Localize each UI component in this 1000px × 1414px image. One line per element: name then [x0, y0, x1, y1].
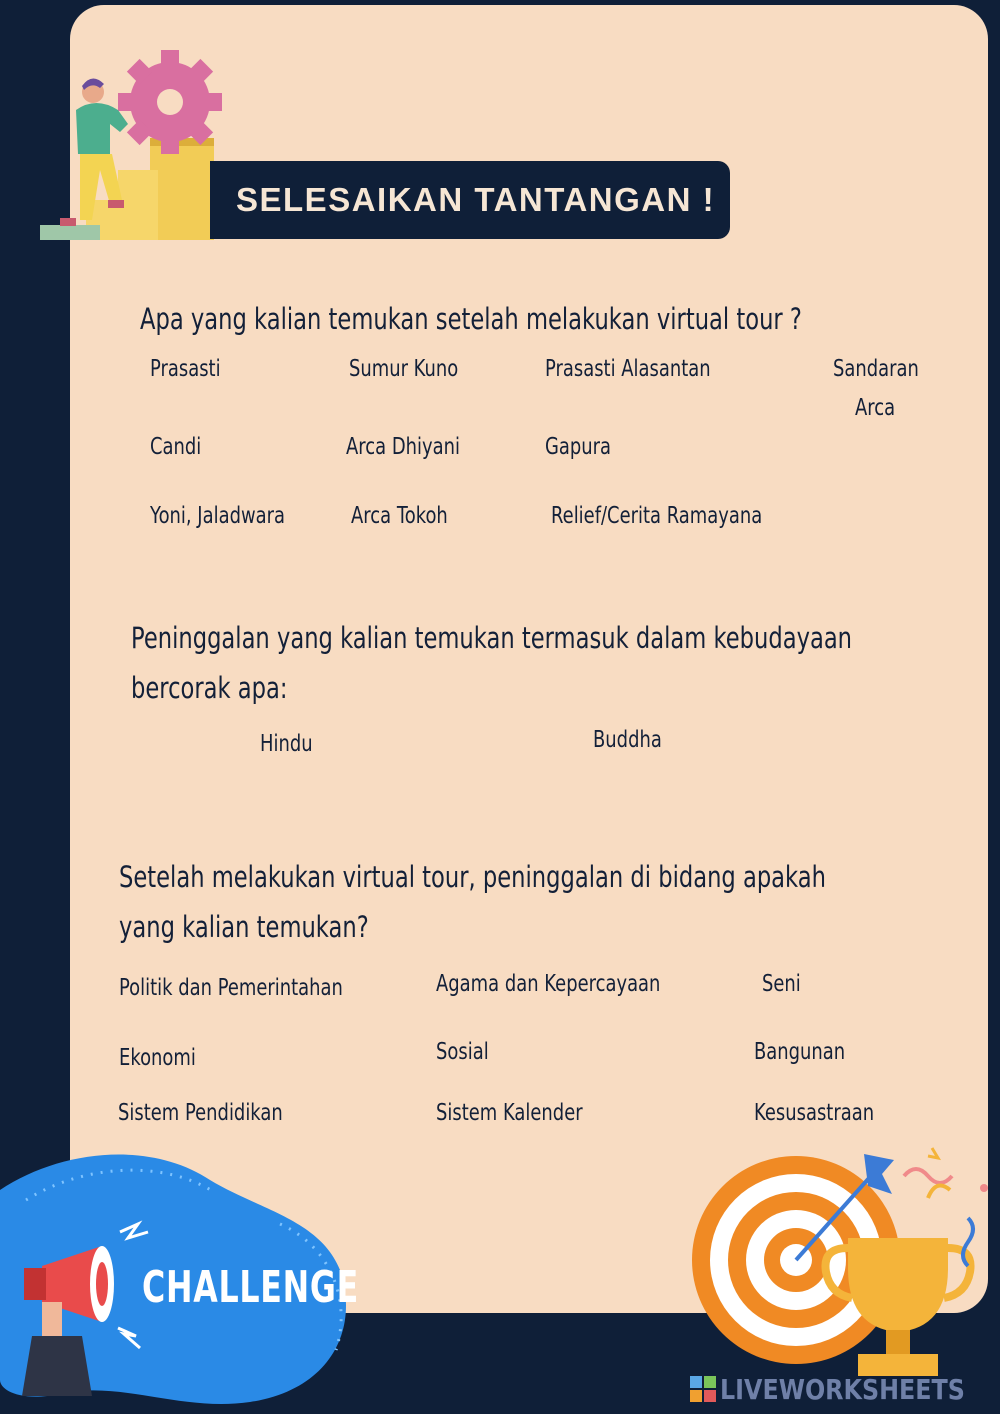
gear-climber-illustration — [38, 50, 228, 242]
question-2-line-1: Peninggalan yang kalian temukan termasuk dalam kebudayaan — [131, 621, 853, 655]
target-trophy-illustration — [688, 1138, 998, 1378]
page-title: SELESAIKAN TANTANGAN ! — [210, 161, 730, 239]
q3-option-sistem-pendidikan[interactable]: Sistem Pendidikan — [118, 1100, 283, 1126]
liveworksheets-grid-icon — [690, 1376, 716, 1402]
q1-option-candi[interactable]: Candi — [150, 434, 202, 460]
question-3-line-2: yang kalian temukan? — [119, 910, 369, 944]
q1-option-relief-ramayana[interactable]: Relief/Cerita Ramayana — [551, 503, 763, 529]
q3-option-ekonomi[interactable]: Ekonomi — [119, 1045, 196, 1071]
q3-option-seni[interactable]: Seni — [762, 971, 801, 997]
q1-option-sandaran[interactable]: Sandaran — [833, 356, 919, 382]
question-1: Apa yang kalian temukan setelah melakukan virtual tour ? — [140, 302, 802, 336]
q1-option-arca-tokoh[interactable]: Arca Tokoh — [351, 503, 448, 529]
challenge-label: CHALLENGE — [142, 1262, 359, 1313]
q1-option-yoni-jaladwara[interactable]: Yoni, Jaladwara — [150, 503, 286, 529]
q1-option-arca[interactable]: Arca — [855, 395, 896, 421]
liveworksheets-logo — [690, 1374, 1000, 1404]
question-2-line-2: bercorak apa: — [131, 671, 288, 705]
q2-option-buddha[interactable]: Buddha — [593, 727, 662, 753]
q1-option-sumur-kuno[interactable]: Sumur Kuno — [349, 356, 459, 382]
q2-option-hindu[interactable]: Hindu — [260, 731, 313, 757]
q1-option-prasasti-alasantan[interactable]: Prasasti Alasantan — [545, 356, 711, 382]
q3-option-bangunan[interactable]: Bangunan — [754, 1039, 846, 1065]
q1-option-prasasti[interactable]: Prasasti — [150, 356, 221, 382]
q3-option-agama[interactable]: Agama dan Kepercayaan — [436, 971, 661, 997]
q3-option-politik[interactable]: Politik dan Pemerintahan — [119, 975, 343, 1001]
q1-option-gapura[interactable]: Gapura — [545, 434, 612, 460]
q3-option-sosial[interactable]: Sosial — [436, 1039, 489, 1065]
question-3-line-1: Setelah melakukan virtual tour, peninggalan di bidang apakah — [119, 860, 826, 894]
q3-option-sistem-kalender[interactable]: Sistem Kalender — [436, 1100, 583, 1126]
q3-option-kesusastraan[interactable]: Kesusastraan — [754, 1100, 875, 1126]
liveworksheets-brand: LIVEWORKSHEETS — [720, 1372, 965, 1406]
q1-option-arca-dhiyani[interactable]: Arca Dhiyani — [346, 434, 460, 460]
